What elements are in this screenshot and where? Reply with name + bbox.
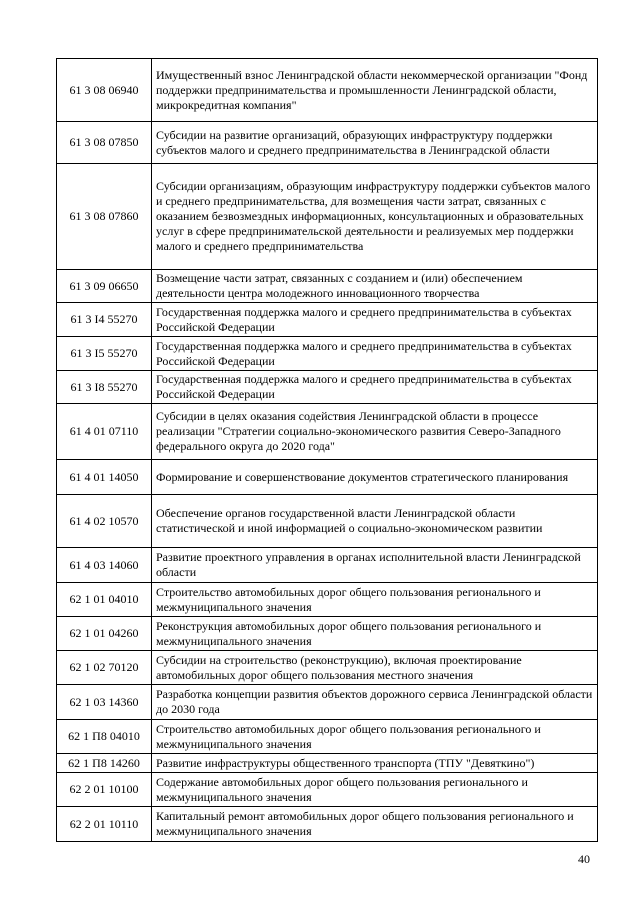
description-cell: Строительство автомобильных дорог общего пользования регионального и межмуниципального значения [152,720,598,754]
table-row [57,685,598,720]
code-cell: 61 3 08 07850 [57,122,152,164]
table-row [57,460,598,495]
code-cell: 62 1 01 04010 [57,583,152,617]
table-row [57,122,598,164]
table-row [57,548,598,583]
code-cell: 61 3 I4 55270 [57,303,152,337]
code-cell: 61 4 01 14050 [57,460,152,495]
table-row [57,337,598,371]
description-cell: Субсидии на развитие организаций, образующих инфраструктуру поддержки субъектов малого и среднего предпринимательства в Ленинградской области [152,122,598,164]
description-cell: Государственная поддержка малого и среднего предпринимательства в субъектах Российской Федерации [152,337,598,371]
code-cell: 62 1 П8 04010 [57,720,152,754]
table-row [57,303,598,337]
description-cell: Разработка концепции развития объектов дорожного сервиса Ленинградской области до 2030 года [152,685,598,720]
table-row [57,754,598,773]
table-row [57,720,598,754]
description-cell: Государственная поддержка малого и среднего предпринимательства в субъектах Российской Федерации [152,371,598,404]
code-cell: 61 3 08 06940 [57,59,152,122]
table-row [57,270,598,303]
description-cell: Субсидии организациям, образующим инфраструктуру поддержки субъектов малого и среднего предпринимательства, для возмещения части затрат, связанных с оказанием безвозмездных информационных, консультационных и образовательных услуг в сфере предпринимательской деятельности и реализуемых мер поддержки малого и среднего предпринимательства [152,164,598,270]
description-cell: Государственная поддержка малого и среднего предпринимательства в субъектах Российской Федерации [152,303,598,337]
table-row [57,651,598,685]
code-cell: 61 4 03 14060 [57,548,152,583]
description-cell: Имущественный взнос Ленинградской области некоммерческой организации "Фонд поддержки предпринимательства и промышленности Ленинградской области, микрокредитная компания" [152,59,598,122]
description-cell: Возмещение части затрат, связанных с созданием и (или) обеспечением деятельности центра молодежного инновационного творчества [152,270,598,303]
table-row [57,404,598,460]
table-row [57,371,598,404]
description-cell: Развитие проектного управления в органах исполнительной власти Ленинградской области [152,548,598,583]
table-row [57,583,598,617]
table-row [57,773,598,807]
description-cell: Субсидии в целях оказания содействия Ленинградской области в процессе реализации "Стратегии социально-экономического развития Северо-Западного федерального округа до 2020 года" [152,404,598,460]
code-cell: 62 2 01 10110 [57,807,152,842]
code-cell: 61 3 I5 55270 [57,337,152,371]
code-cell: 61 4 02 10570 [57,495,152,548]
code-cell: 62 1 03 14360 [57,685,152,720]
code-cell: 62 1 01 04260 [57,617,152,651]
table-row [57,807,598,842]
table-row [57,164,598,270]
table-row [57,495,598,548]
code-cell: 61 4 01 07110 [57,404,152,460]
page-number: 40 [578,852,590,866]
code-cell: 61 3 09 06650 [57,270,152,303]
description-cell: Реконструкция автомобильных дорог общего пользования регионального и межмуниципального значения [152,617,598,651]
description-cell: Строительство автомобильных дорог общего пользования регионального и межмуниципального значения [152,583,598,617]
code-cell: 62 1 02 70120 [57,651,152,685]
table-row [57,617,598,651]
description-cell: Субсидии на строительство (реконструкцию), включая проектирование автомобильных дорог общего пользования местного значения [152,651,598,685]
code-cell: 62 2 01 10100 [57,773,152,807]
description-cell: Развитие инфраструктуры общественного транспорта (ТПУ "Девяткино") [152,754,598,773]
budget-codes-table [56,58,598,842]
description-cell: Содержание автомобильных дорог общего пользования регионального и межмуниципального значения [152,773,598,807]
description-cell: Капитальный ремонт автомобильных дорог общего пользования регионального и межмуниципального значения [152,807,598,842]
table-row [57,59,598,122]
code-cell: 61 3 I8 55270 [57,371,152,404]
description-cell: Формирование и совершенствование документов стратегического планирования [152,460,598,495]
code-cell: 61 3 08 07860 [57,164,152,270]
description-cell: Обеспечение органов государственной власти Ленинградской области статистической и иной информацией о социально-экономическом развитии [152,495,598,548]
code-cell: 62 1 П8 14260 [57,754,152,773]
